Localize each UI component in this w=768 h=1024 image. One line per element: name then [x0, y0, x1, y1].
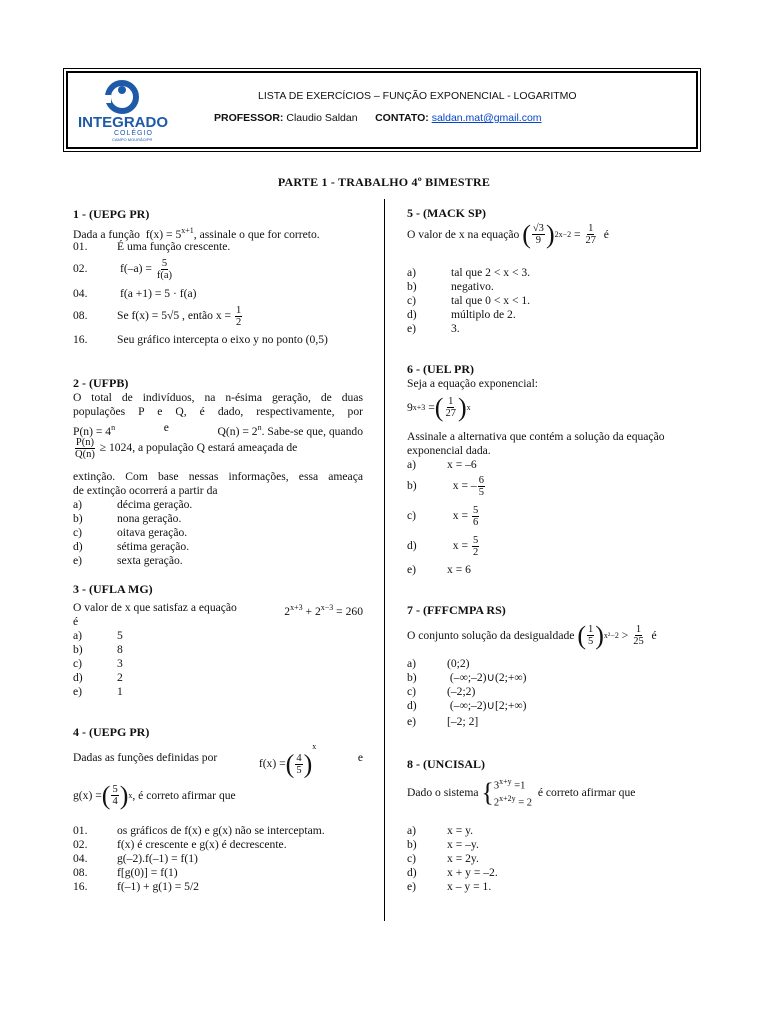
logo-brand-text: INTEGRADO: [78, 114, 168, 131]
option-e: e) x = 6: [407, 563, 471, 576]
option-a: a) x = y.: [407, 824, 474, 837]
option-c: c) x = $\frac{5}{6}$: [407, 505, 479, 528]
option-e: e) 1: [73, 685, 123, 698]
option-16: 16. f(–1) + g(1) = 5/2: [73, 880, 199, 893]
option-d: d) sétima geração.: [73, 540, 190, 553]
question-heading: 8 - (UNCISAL): [407, 757, 485, 771]
question-heading: 4 - (UEPG PR): [73, 725, 150, 739]
stem-line: $\frac{P(n)}{Q(n)}$ ≥ 1024, a população Q estará ameaçada de: [75, 437, 298, 460]
option-d: d) x = $\frac{5}{2}$: [407, 535, 479, 558]
school-logo: [74, 77, 182, 143]
option-b: b) negativo.: [407, 280, 494, 293]
question-heading: 3 - (UFLA MG): [73, 582, 153, 596]
option-b: b) (–∞;–2)∪(2;+∞): [407, 671, 527, 684]
option-d: d) (–∞;–2)∪[2;+∞): [407, 699, 527, 712]
stem-line: Assinale a alternativa que contém a solução da equação: [407, 430, 665, 443]
list-title: LISTA DE EXERCÍCIOS – FUNÇÃO EXPONENCIAL - LOGARITMO: [258, 90, 577, 102]
option-02: 02. f(–a) = $\frac{5}{f(a)}$: [73, 258, 173, 281]
option-04: 04. g(–2).f(–1) = f(1): [73, 852, 198, 865]
option-c: c) (–2;2): [407, 685, 476, 698]
stem-line: Seja a equação exponencial:: [407, 377, 539, 390]
option-e: e) 3.: [407, 322, 460, 335]
option-d: d) x + y = –2.: [407, 866, 498, 879]
question-heading: 7 - (FFFCMPA RS): [407, 603, 506, 617]
equation: 9 x+3 = ( $\frac{1}{27}$ ) x: [407, 392, 471, 422]
question-heading: 5 - (MACK SP): [407, 206, 486, 220]
stem-line: $P(n) = 4^n$ e $Q(n) = 2^n$. Sabe-se que, quando: [73, 421, 363, 438]
option-c: c) x = 2y.: [407, 852, 479, 865]
option-b: b) x = – $\frac{6}{5}$: [407, 475, 484, 498]
option-b: b) x = –y.: [407, 838, 479, 851]
option-16: 16. Seu gráfico intercepta o eixo y no ponto (0,5): [73, 333, 328, 346]
option-c: c) tal que 0 < x < 1.: [407, 294, 531, 307]
document-header: [66, 71, 698, 149]
question-stem: Dada a função $f(x) = 5^{x+1}$, assinale o que for correto.: [73, 226, 320, 241]
stem-line: g(x) = ( $\frac{5}{4}$ ) x , é correto afirmar que: [73, 780, 236, 810]
option-a: a) (0;2): [407, 657, 470, 670]
option-01: 01. os gráficos de f(x) e g(x) não se interceptam.: [73, 824, 325, 837]
question-heading: 2 - (UFPB): [73, 376, 129, 390]
option-a: a) 5: [73, 629, 123, 642]
option-a: a) x = –6: [407, 458, 477, 471]
option-08: 08. f[g(0)] = f(1): [73, 866, 178, 879]
stem-line: exponencial dada.: [407, 444, 491, 457]
question-heading: 6 - (UEL PR): [407, 362, 474, 376]
option-c: c) 3: [73, 657, 123, 670]
option-d: d) 2: [73, 671, 123, 684]
professor-label: PROFESSOR:: [214, 112, 284, 124]
stem-line: é: [73, 615, 79, 628]
logo-sub-text: COLÉGIO: [114, 130, 153, 137]
option-01: 01. É uma função crescente.: [73, 240, 231, 253]
option-04: 04. f(a +1) = 5 · f(a): [73, 287, 197, 300]
contact-email-link[interactable]: saldan.mat@gmail.com: [431, 112, 542, 124]
option-c: c) oitava geração.: [73, 526, 188, 539]
professor-line: [214, 112, 542, 124]
stem-line: de extinção ocorrerá a partir da: [73, 484, 218, 497]
question-stem: O valor de x que satisfaz a equação $2^{x+3} + 2^{x-3} = 260$: [73, 601, 363, 618]
question-stem: Dado o sistema { $3^{x+y} =1$ $2^{x+2y} = 2$ é correto afirmar que: [407, 777, 636, 808]
option-d: d) múltiplo de 2.: [407, 308, 516, 321]
column-divider: [384, 199, 385, 921]
option-e: e) x – y = 1.: [407, 880, 492, 893]
option-b: b) 8: [73, 643, 123, 656]
contact-label: CONTATO:: [375, 112, 429, 124]
option-a: a) décima geração.: [73, 498, 193, 511]
question-stem: O valor de x na equação ( $\frac{√3}{9}$ ) 2x−2 = $\frac{1}{27}$ é: [407, 219, 609, 249]
option-e: e) [–2; 2]: [407, 715, 479, 728]
option-b: b) nona geração.: [73, 512, 182, 525]
stem-line: extinção. Com base nessas informações, essa ameaça: [73, 470, 363, 483]
option-08: 08. Se f(x) = 5√5 , então x = $\frac{1}{2}$: [73, 305, 242, 328]
option-e: e) sexta geração.: [73, 554, 183, 567]
stem-line: O total de indivíduos, na n-ésima geração, de duas: [73, 391, 363, 404]
question-stem: Dadas as funções definidas por f(x) =( $\frac{4}{5}$ )$^x$ e: [73, 742, 363, 779]
stem-line: populações P e Q, é dado, respectivamente, por: [73, 405, 363, 418]
part-title: PARTE 1 - TRABALHO 4º BIMESTRE: [277, 175, 491, 189]
question-stem: O conjunto solução da desigualdade ( $\frac{1}{5}$ ) x²−2 > $\frac{1}{25}$ é: [407, 620, 657, 650]
logo-city-text: CAMPO MOURÃO/PR: [112, 137, 153, 142]
professor-name: Claudio Saldan: [286, 112, 358, 124]
option-a: a) tal que 2 < x < 3.: [407, 266, 531, 279]
option-02: 02. f(x) é crescente e g(x) é decrescente.: [73, 838, 287, 851]
question-heading: 1 - (UEPG PR): [73, 207, 150, 221]
